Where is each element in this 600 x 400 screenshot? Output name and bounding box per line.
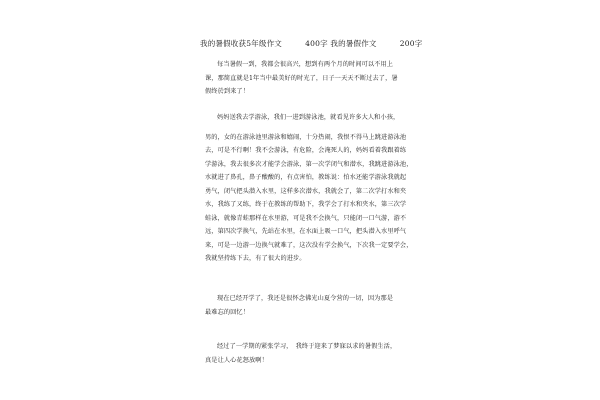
title-part-4: 200字 <box>399 39 423 48</box>
paragraph-line: 来，可是一边游一边换气就难了，这次没有学会换气，下次我一定要学会， <box>205 241 413 249</box>
title-part-2: 400字 <box>305 39 328 48</box>
paragraph-line: 现在已经开学了，我还是很怀念佛光山夏令营的一切，因为那是 <box>217 295 394 302</box>
paragraph-1 <box>205 58 435 99</box>
paragraph-line: 最难忘的回忆！ <box>205 308 250 316</box>
page-title <box>200 38 500 49</box>
paragraph-line: 经过了一学期的紧张学习， 我终于迎来了梦寐以求的暑假生活， <box>217 343 397 350</box>
paragraph-line: 水，我练了又练，终于在教练的帮助下，我学会了打水和夹水，第三次学 <box>205 201 407 208</box>
title-part-3: 我的暑假作文 <box>330 39 377 48</box>
paragraph-line: 勇气，闭气把头潜入水里，这样多次潜水，我就会了，第二次学打水和夹 <box>205 187 407 195</box>
paragraph-line: 男的，女的在游泳池里游泳和嬉闹，十分热闹，我恨不得马上跳进游泳池 <box>205 133 407 141</box>
paragraph-line: 真是让人心花怒放啊！ <box>205 356 268 364</box>
paragraph-line: 去，可是不行啊！我不会游泳，有危险，会淹死人的，妈妈看着我跟着练 <box>205 147 407 154</box>
paragraph-line: 水就进了鼻孔，鼻子酸酸的，有点害怕，教练说：怕水还能学游泳我就起 <box>205 174 407 181</box>
paragraph-line: 假终於到来了！ <box>205 88 250 95</box>
paragraph-4 <box>205 340 435 367</box>
paragraph-line: 蛙泳，就像青蛙那样在水里游，可是我不会换气，只能闭一口气游，游不 <box>205 214 407 222</box>
paragraph-line: 学游泳，我去很多次才能学会游泳，第一次学闭气和潜水，我跳进游泳池， <box>205 160 413 168</box>
paragraph-line: 妈妈送我去学游泳，我们一进到游泳池，就看见许多大人和小孩， <box>217 114 400 121</box>
paragraph-3 <box>205 292 435 319</box>
paragraph-2 <box>205 111 435 266</box>
title-part-1: 我的暑假收获5年级作文 <box>200 39 282 48</box>
paragraph-line: 我就坚持练下去，有了很大的进步。 <box>205 255 306 262</box>
paragraph-line: 课，那简直就是1年当中最美好的时光了，日子一天天不断过去了，暑 <box>205 74 398 82</box>
paragraph-line: 远，第四次学换气，先站在水里，在水面上吸一口气，把头潜入水里呼气 <box>205 228 407 235</box>
paragraph-line: 每当暑假一到，我都会很高兴，想到有两个月的时间可以不用上 <box>217 61 394 68</box>
